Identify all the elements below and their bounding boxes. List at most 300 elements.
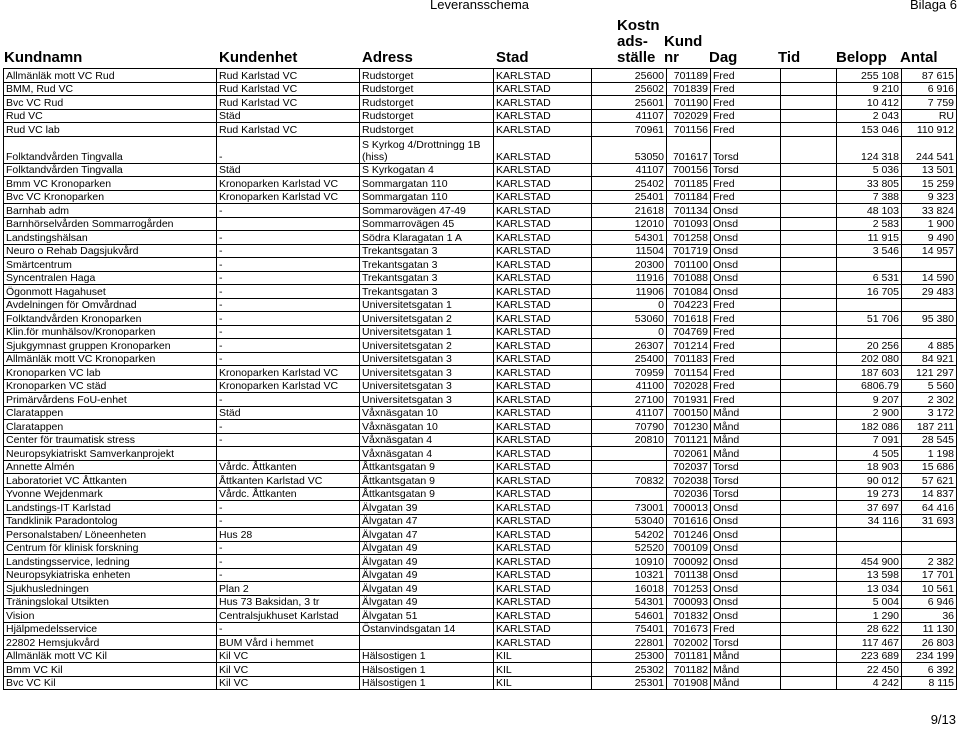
cell-stad: KARLSTAD — [494, 555, 592, 569]
cell-kundnamn: Neuropsykiatriska enheten — [4, 568, 217, 582]
cell-tid — [781, 163, 837, 177]
column-header — [0, 16, 959, 68]
cell-belopp — [837, 325, 902, 339]
cell-tid — [781, 501, 837, 515]
cell-adress: Rudstorget — [360, 82, 494, 96]
table-row — [4, 609, 957, 623]
header-belopp: Belopp — [836, 49, 887, 66]
cell-adress: Sommarovägen 47-49 — [360, 204, 494, 218]
cell-dag: Fred — [711, 622, 781, 636]
cell-kostnadsstalle: 25401 — [592, 190, 667, 204]
table-row — [4, 487, 957, 501]
cell-stad: KARLSTAD — [494, 258, 592, 272]
cell-kostnadsstalle: 25601 — [592, 96, 667, 110]
cell-kostnadsstalle: 70832 — [592, 474, 667, 488]
cell-kostnadsstalle: 70959 — [592, 366, 667, 380]
cell-kundnr: 700093 — [667, 595, 711, 609]
cell-stad: KIL — [494, 676, 592, 690]
cell-stad: KARLSTAD — [494, 325, 592, 339]
cell-tid — [781, 69, 837, 83]
table-row — [4, 555, 957, 569]
cell-tid — [781, 325, 837, 339]
cell-dag: Onsd — [711, 514, 781, 528]
cell-kundnamn: BMM, Rud VC — [4, 82, 217, 96]
cell-adress: Trekantsgatan 3 — [360, 258, 494, 272]
cell-tid — [781, 447, 837, 461]
cell-tid — [781, 393, 837, 407]
header-dag: Dag — [709, 49, 738, 66]
cell-kostnadsstalle: 25400 — [592, 352, 667, 366]
cell-adress: Universitetsgatan 2 — [360, 339, 494, 353]
cell-kundnamn: Barnhab adm — [4, 204, 217, 218]
cell-belopp: 90 012 — [837, 474, 902, 488]
cell-kostnadsstalle: 10321 — [592, 568, 667, 582]
cell-belopp — [837, 298, 902, 312]
cell-antal: 17 701 — [902, 568, 957, 582]
cell-antal: 13 501 — [902, 163, 957, 177]
cell-antal: 4 885 — [902, 339, 957, 353]
table-row — [4, 96, 957, 110]
cell-tid — [781, 217, 837, 231]
cell-belopp: 1 290 — [837, 609, 902, 623]
cell-stad: KARLSTAD — [494, 244, 592, 258]
cell-kostnadsstalle: 25302 — [592, 663, 667, 677]
cell-antal: 244 541 — [902, 136, 957, 163]
cell-belopp: 454 900 — [837, 555, 902, 569]
cell-antal: 10 561 — [902, 582, 957, 596]
cell-kundenhet — [217, 447, 360, 461]
cell-belopp: 117 467 — [837, 636, 902, 650]
cell-kundnr: 702037 — [667, 460, 711, 474]
header-kostnad-line2: ads- — [617, 33, 648, 50]
cell-kundnr: 701185 — [667, 177, 711, 191]
cell-kundenhet: Centralsjukhuset Karlstad — [217, 609, 360, 623]
delivery-table — [3, 68, 957, 690]
cell-dag: Fred — [711, 339, 781, 353]
cell-kundenhet: Hus 28 — [217, 528, 360, 542]
cell-kundnamn: Claratappen — [4, 406, 217, 420]
cell-kundnr: 702036 — [667, 487, 711, 501]
table-row — [4, 325, 957, 339]
header-kundnr-line2: nr — [664, 49, 679, 66]
cell-kundnamn: Sjukhusledningen — [4, 582, 217, 596]
cell-stad: KARLSTAD — [494, 69, 592, 83]
cell-kundnamn: Kronoparken VC lab — [4, 366, 217, 380]
cell-belopp: 2 043 — [837, 109, 902, 123]
header-kostnad-line1: Kostn — [617, 17, 660, 34]
table-row — [4, 501, 957, 515]
cell-adress: Universitetsgatan 1 — [360, 325, 494, 339]
cell-dag: Fred — [711, 190, 781, 204]
table-row — [4, 568, 957, 582]
cell-antal: 14 837 — [902, 487, 957, 501]
cell-kundnamn: Sjukgymnast gruppen Kronoparken — [4, 339, 217, 353]
cell-antal: 110 912 — [902, 123, 957, 137]
cell-dag: Fred — [711, 109, 781, 123]
cell-dag: Torsd — [711, 136, 781, 163]
cell-belopp: 48 103 — [837, 204, 902, 218]
cell-kundnamn: Folktandvården Kronoparken — [4, 312, 217, 326]
cell-kundenhet: Plan 2 — [217, 582, 360, 596]
cell-kundenhet: - — [217, 258, 360, 272]
cell-stad: KARLSTAD — [494, 82, 592, 96]
cell-kundnr: 701182 — [667, 663, 711, 677]
cell-kundnr: 701931 — [667, 393, 711, 407]
cell-belopp: 7 091 — [837, 433, 902, 447]
cell-kundnamn: Rud VC — [4, 109, 217, 123]
cell-kundenhet: Kil VC — [217, 649, 360, 663]
cell-dag: Torsd — [711, 636, 781, 650]
cell-adress: Älvgatan 49 — [360, 555, 494, 569]
cell-adress: Universitetsgatan 3 — [360, 379, 494, 393]
cell-kundenhet: Kronoparken Karlstad VC — [217, 366, 360, 380]
table-row — [4, 163, 957, 177]
cell-adress: Våxnäsgatan 10 — [360, 406, 494, 420]
cell-antal: 9 323 — [902, 190, 957, 204]
cell-kostnadsstalle: 25600 — [592, 69, 667, 83]
cell-kundnamn: Bmm VC Kronoparken — [4, 177, 217, 191]
cell-kundnamn: 22802 Hemsjukvård — [4, 636, 217, 650]
cell-kundenhet: Kronoparken Karlstad VC — [217, 177, 360, 191]
cell-belopp: 10 412 — [837, 96, 902, 110]
cell-kostnadsstalle: 25402 — [592, 177, 667, 191]
cell-kundenhet: - — [217, 285, 360, 299]
cell-stad: KIL — [494, 649, 592, 663]
cell-stad: KARLSTAD — [494, 136, 592, 163]
cell-tid — [781, 514, 837, 528]
cell-adress: Hälsostigen 1 — [360, 663, 494, 677]
cell-kundnamn: Annette Almén — [4, 460, 217, 474]
cell-adress: Älvgatan 47 — [360, 514, 494, 528]
cell-antal: 234 199 — [902, 649, 957, 663]
cell-tid — [781, 231, 837, 245]
cell-kostnadsstalle: 53050 — [592, 136, 667, 163]
cell-dag: Månd — [711, 406, 781, 420]
cell-kostnadsstalle: 16018 — [592, 582, 667, 596]
cell-tid — [781, 406, 837, 420]
cell-kostnadsstalle: 21618 — [592, 204, 667, 218]
cell-kostnadsstalle: 25300 — [592, 649, 667, 663]
cell-tid — [781, 190, 837, 204]
cell-antal: 2 382 — [902, 555, 957, 569]
document-title: Leveransschema — [430, 0, 529, 12]
cell-adress: Älvgatan 47 — [360, 528, 494, 542]
cell-kundnr: 700109 — [667, 541, 711, 555]
cell-antal — [902, 258, 957, 272]
cell-kundnr: 701121 — [667, 433, 711, 447]
cell-tid — [781, 474, 837, 488]
cell-kundnr: 701093 — [667, 217, 711, 231]
cell-dag: Fred — [711, 298, 781, 312]
cell-antal — [902, 298, 957, 312]
table-row — [4, 285, 957, 299]
cell-antal: 26 803 — [902, 636, 957, 650]
cell-antal: 1 198 — [902, 447, 957, 461]
cell-kundnr: 700156 — [667, 163, 711, 177]
header-stad: Stad — [496, 49, 529, 66]
cell-kundnr: 701230 — [667, 420, 711, 434]
cell-kundnr: 702002 — [667, 636, 711, 650]
cell-antal: 95 380 — [902, 312, 957, 326]
cell-antal: 11 130 — [902, 622, 957, 636]
cell-adress: Universitetsgatan 3 — [360, 366, 494, 380]
cell-stad: KARLSTAD — [494, 366, 592, 380]
cell-belopp: 37 697 — [837, 501, 902, 515]
cell-kundenhet: - — [217, 555, 360, 569]
header-kundenhet: Kundenhet — [219, 49, 298, 66]
cell-kundnamn: Claratappen — [4, 420, 217, 434]
cell-kostnadsstalle: 0 — [592, 298, 667, 312]
cell-kundenhet: - — [217, 244, 360, 258]
table-row — [4, 123, 957, 137]
cell-tid — [781, 339, 837, 353]
cell-dag: Onsd — [711, 285, 781, 299]
cell-stad: KARLSTAD — [494, 190, 592, 204]
cell-tid — [781, 433, 837, 447]
cell-tid — [781, 244, 837, 258]
cell-kundnr: 704223 — [667, 298, 711, 312]
cell-kundnr: 701246 — [667, 528, 711, 542]
cell-kundenhet: Åttkanten Karlstad VC — [217, 474, 360, 488]
cell-adress: Älvgatan 49 — [360, 541, 494, 555]
cell-tid — [781, 352, 837, 366]
cell-antal — [902, 541, 957, 555]
cell-dag: Fred — [711, 352, 781, 366]
cell-antal: 2 302 — [902, 393, 957, 407]
cell-belopp: 16 705 — [837, 285, 902, 299]
cell-kundnamn: Smärtcentrum — [4, 258, 217, 272]
cell-kostnadsstalle: 25301 — [592, 676, 667, 690]
table-row — [4, 298, 957, 312]
cell-belopp: 9 207 — [837, 393, 902, 407]
cell-belopp: 51 706 — [837, 312, 902, 326]
cell-belopp — [837, 541, 902, 555]
table-row — [4, 244, 957, 258]
cell-kostnadsstalle: 11916 — [592, 271, 667, 285]
cell-belopp: 187 603 — [837, 366, 902, 380]
header-kundnr — [664, 34, 702, 66]
cell-antal: 33 824 — [902, 204, 957, 218]
cell-adress: S Kyrkogatan 4 — [360, 163, 494, 177]
cell-tid — [781, 582, 837, 596]
cell-kostnadsstalle: 27100 — [592, 393, 667, 407]
table-row — [4, 312, 957, 326]
table-row — [4, 676, 957, 690]
table-row — [4, 541, 957, 555]
cell-kostnadsstalle: 11906 — [592, 285, 667, 299]
cell-belopp: 7 388 — [837, 190, 902, 204]
cell-adress: S Kyrkog 4/Drottningg 1B (hiss) — [360, 136, 494, 163]
cell-kundnr: 701100 — [667, 258, 711, 272]
cell-kostnadsstalle: 41107 — [592, 163, 667, 177]
cell-stad: KARLSTAD — [494, 595, 592, 609]
header-tid: Tid — [778, 49, 801, 66]
cell-dag: Månd — [711, 420, 781, 434]
cell-stad: KARLSTAD — [494, 271, 592, 285]
cell-tid — [781, 285, 837, 299]
cell-antal: 8 115 — [902, 676, 957, 690]
cell-dag: Onsd — [711, 528, 781, 542]
cell-kundnr: 700092 — [667, 555, 711, 569]
cell-adress: Hälsostigen 1 — [360, 676, 494, 690]
cell-belopp: 33 805 — [837, 177, 902, 191]
cell-tid — [781, 109, 837, 123]
cell-kundnamn: Kronoparken VC städ — [4, 379, 217, 393]
cell-dag: Fred — [711, 325, 781, 339]
cell-kundnr: 701673 — [667, 622, 711, 636]
cell-kostnadsstalle: 70961 — [592, 123, 667, 137]
cell-antal: 121 297 — [902, 366, 957, 380]
cell-kundnr: 701183 — [667, 352, 711, 366]
cell-kundnamn: Center för traumatisk stress — [4, 433, 217, 447]
cell-antal: 36 — [902, 609, 957, 623]
cell-kundenhet: - — [217, 325, 360, 339]
table-row — [4, 217, 957, 231]
cell-kundnr: 701719 — [667, 244, 711, 258]
table-row — [4, 352, 957, 366]
cell-kundnr: 701088 — [667, 271, 711, 285]
cell-belopp: 3 546 — [837, 244, 902, 258]
cell-kundenhet — [217, 217, 360, 231]
cell-adress: Våxnäsgatan 4 — [360, 447, 494, 461]
cell-antal: 15 259 — [902, 177, 957, 191]
cell-stad: KARLSTAD — [494, 109, 592, 123]
cell-dag: Onsd — [711, 582, 781, 596]
cell-kostnadsstalle: 54301 — [592, 231, 667, 245]
cell-tid — [781, 82, 837, 96]
cell-kostnadsstalle: 52520 — [592, 541, 667, 555]
cell-kundnr: 701134 — [667, 204, 711, 218]
cell-dag: Onsd — [711, 555, 781, 569]
table-row — [4, 636, 957, 650]
cell-kundnamn: Folktandvården Tingvalla — [4, 136, 217, 163]
cell-stad: KARLSTAD — [494, 298, 592, 312]
cell-stad: KARLSTAD — [494, 622, 592, 636]
cell-belopp: 18 903 — [837, 460, 902, 474]
cell-kundnamn: Avdelningen för Omvårdnad — [4, 298, 217, 312]
cell-stad: KIL — [494, 663, 592, 677]
cell-adress: Östanvindsgatan 14 — [360, 622, 494, 636]
cell-kundenhet: Rud Karlstad VC — [217, 123, 360, 137]
cell-belopp: 182 086 — [837, 420, 902, 434]
table-row — [4, 622, 957, 636]
cell-stad: KARLSTAD — [494, 582, 592, 596]
cell-stad: KARLSTAD — [494, 609, 592, 623]
table-row — [4, 258, 957, 272]
cell-antal: 9 490 — [902, 231, 957, 245]
cell-tid — [781, 595, 837, 609]
cell-dag: Fred — [711, 96, 781, 110]
cell-adress: Rudstorget — [360, 109, 494, 123]
cell-dag: Fred — [711, 393, 781, 407]
cell-tid — [781, 487, 837, 501]
cell-adress: Universitetsgatan 1 — [360, 298, 494, 312]
cell-dag: Månd — [711, 433, 781, 447]
cell-kundenhet: Rud Karlstad VC — [217, 96, 360, 110]
cell-belopp: 28 622 — [837, 622, 902, 636]
cell-belopp: 4 505 — [837, 447, 902, 461]
cell-kostnadsstalle — [592, 487, 667, 501]
cell-adress: Våxnäsgatan 10 — [360, 420, 494, 434]
cell-dag: Onsd — [711, 541, 781, 555]
cell-adress: Våxnäsgatan 4 — [360, 433, 494, 447]
cell-kundenhet: Hus 73 Baksidan, 3 tr — [217, 595, 360, 609]
cell-kostnadsstalle: 10910 — [592, 555, 667, 569]
cell-kundenhet: Kronoparken Karlstad VC — [217, 379, 360, 393]
cell-kundenhet: - — [217, 568, 360, 582]
cell-kundenhet: - — [217, 352, 360, 366]
cell-belopp: 13 034 — [837, 582, 902, 596]
cell-tid — [781, 379, 837, 393]
cell-kundnamn: Folktandvården Tingvalla — [4, 163, 217, 177]
cell-belopp: 19 273 — [837, 487, 902, 501]
cell-antal: 31 693 — [902, 514, 957, 528]
cell-tid — [781, 568, 837, 582]
cell-kostnadsstalle: 20300 — [592, 258, 667, 272]
cell-kundenhet: BUM Vård i hemmet — [217, 636, 360, 650]
cell-kundenhet: - — [217, 393, 360, 407]
cell-stad: KARLSTAD — [494, 379, 592, 393]
cell-stad: KARLSTAD — [494, 177, 592, 191]
cell-belopp: 5 004 — [837, 595, 902, 609]
table-row — [4, 177, 957, 191]
cell-kundnamn: Landstings-IT Karlstad — [4, 501, 217, 515]
cell-kundenhet: - — [217, 136, 360, 163]
cell-kundenhet: Rud Karlstad VC — [217, 69, 360, 83]
table-body — [4, 69, 957, 690]
cell-kostnadsstalle: 20810 — [592, 433, 667, 447]
cell-belopp: 6806.79 — [837, 379, 902, 393]
attachment-label: Bilaga 6 — [910, 0, 957, 12]
cell-belopp: 255 108 — [837, 69, 902, 83]
cell-kundnamn: Neuropsykiatriskt Samverkanprojekt — [4, 447, 217, 461]
table-row — [4, 595, 957, 609]
cell-belopp: 34 116 — [837, 514, 902, 528]
table-row — [4, 663, 957, 677]
cell-kundnr: 701084 — [667, 285, 711, 299]
cell-adress: Åttkantsgatan 9 — [360, 474, 494, 488]
cell-tid — [781, 622, 837, 636]
cell-kundnr: 704769 — [667, 325, 711, 339]
cell-antal: 84 921 — [902, 352, 957, 366]
cell-dag: Onsd — [711, 217, 781, 231]
cell-tid — [781, 555, 837, 569]
cell-adress: Universitetsgatan 2 — [360, 312, 494, 326]
table-row — [4, 420, 957, 434]
cell-kundnamn: Bvc VC Kronoparken — [4, 190, 217, 204]
cell-tid — [781, 460, 837, 474]
cell-kostnadsstalle — [592, 447, 667, 461]
cell-kundnr: 701138 — [667, 568, 711, 582]
cell-kundenhet: - — [217, 622, 360, 636]
cell-tid — [781, 177, 837, 191]
table-row — [4, 204, 957, 218]
cell-tid — [781, 420, 837, 434]
cell-adress: Älvgatan 51 — [360, 609, 494, 623]
cell-adress: Rudstorget — [360, 123, 494, 137]
cell-dag: Torsd — [711, 460, 781, 474]
cell-tid — [781, 271, 837, 285]
cell-tid — [781, 636, 837, 650]
cell-stad: KARLSTAD — [494, 636, 592, 650]
cell-kundnamn: Landstingsservice, ledning — [4, 555, 217, 569]
cell-tid — [781, 649, 837, 663]
cell-stad: KARLSTAD — [494, 433, 592, 447]
cell-kundnamn: Centrum för klinisk forskning — [4, 541, 217, 555]
cell-stad: KARLSTAD — [494, 460, 592, 474]
header-antal: Antal — [900, 49, 938, 66]
cell-antal: 14 590 — [902, 271, 957, 285]
